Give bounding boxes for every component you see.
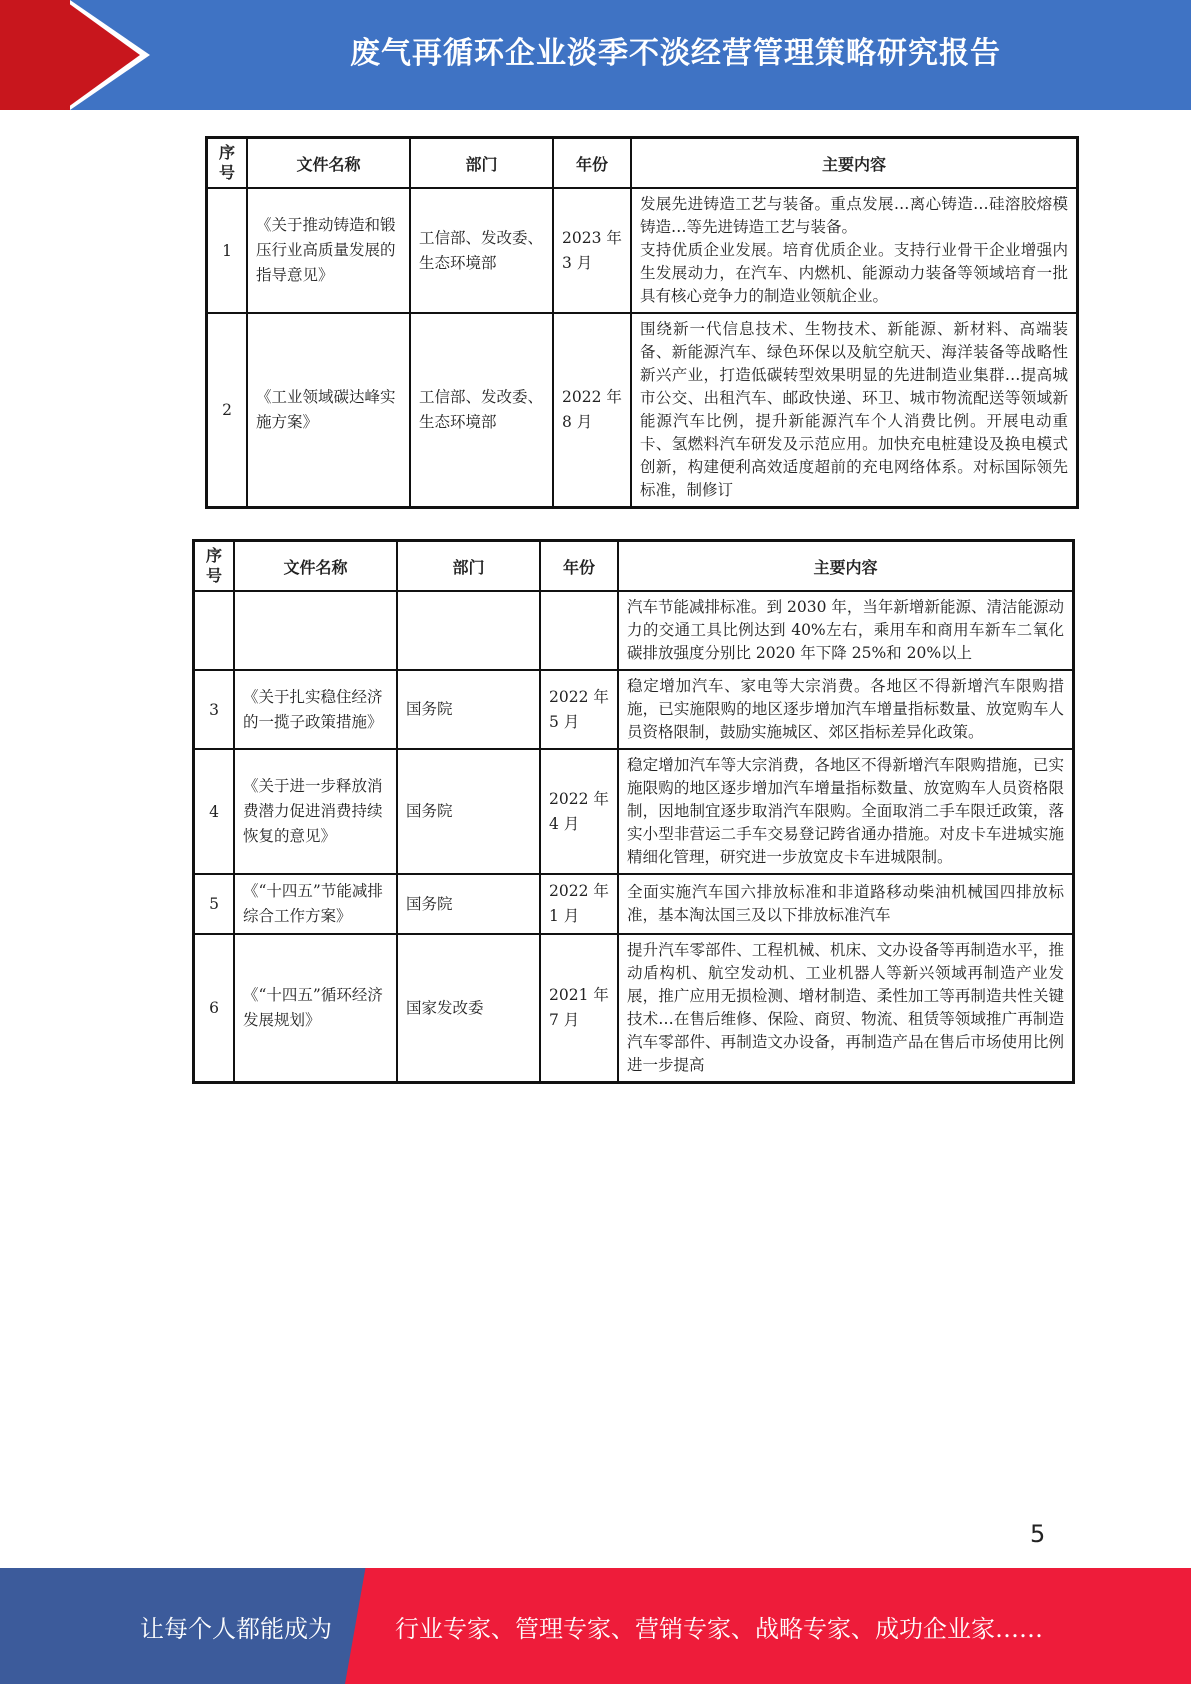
cell-name: 《关于进一步释放消费潜力促进消费持续恢复的意见》 xyxy=(234,749,397,874)
footer-slogan-right: 行业专家、管理专家、营销专家、战略专家、成功企业家…… xyxy=(395,1614,1043,1643)
content-paragraph: 稳定增加汽车等大宗消费，各地区不得新增汽车限购措施，已实施限购的地区逐步增加汽车增量指标数量、放宽购车人员资格限制，因地制宜逐步取消汽车限购。全面取消二手车限迁政策，落实小型非营运二手车交易登记跨省通办措施。对皮卡车进城实施精细化管理，研究进一步放宽皮卡车进城限制。 xyxy=(627,756,1064,866)
cell-name xyxy=(234,591,397,670)
content-paragraph: 汽车节能减排标准。到 2030 年，当年新增新能源、清洁能源动力的交通工具比例达到 40%左右，乘用车和商用车新车二氧化碳排放强度分别比 2020 年下降 25%和 20%以上 xyxy=(627,598,1064,662)
cell-dept: 国务院 xyxy=(397,670,540,749)
header-seq: 序号 xyxy=(194,541,235,592)
cell-dept: 工信部、发改委、生态环境部 xyxy=(410,313,553,508)
header-year: 年份 xyxy=(540,541,618,592)
report-title: 废气再循环企业淡季不淡经营管理策略研究报告 xyxy=(350,36,1001,71)
cell-year xyxy=(540,591,618,670)
cell-seq: 1 xyxy=(207,188,248,313)
content-paragraph: 全面实施汽车国六排放标准和非道路移动柴油机械国四排放标准，基本淘汰国三及以下排放标准汽车 xyxy=(627,883,1064,924)
policy-table-2 xyxy=(192,539,1075,1084)
cell-content xyxy=(618,591,1074,670)
cell-content xyxy=(631,188,1078,313)
cell-seq xyxy=(194,591,235,670)
header-red-block xyxy=(0,0,70,110)
cell-name: 《“十四五”循环经济发展规划》 xyxy=(234,934,397,1083)
cell-seq: 5 xyxy=(194,874,235,934)
page-footer xyxy=(0,1568,1191,1684)
cell-name: 《关于推动铸造和锻压行业高质量发展的指导意见》 xyxy=(247,188,410,313)
cell-year: 2023 年 3 月 xyxy=(553,188,631,313)
cell-seq: 6 xyxy=(194,934,235,1083)
cell-dept xyxy=(397,591,540,670)
cell-dept: 国家发改委 xyxy=(397,934,540,1083)
cell-year: 2022 年 1 月 xyxy=(540,874,618,934)
header-seq: 序号 xyxy=(207,138,248,189)
footer-slogan-left: 让每个人都能成为 xyxy=(140,1614,332,1643)
header-dept: 部门 xyxy=(410,138,553,189)
table-row xyxy=(207,313,1078,508)
header-year: 年份 xyxy=(553,138,631,189)
cell-year: 2022 年 4 月 xyxy=(540,749,618,874)
content-paragraph: 稳定增加汽车、家电等大宗消费。各地区不得新增汽车限购措施，已实施限购的地区逐步增加汽车增量指标数量、放宽购车人员资格限制，鼓励实施城区、郊区指标差异化政策。 xyxy=(627,677,1064,741)
header-content: 主要内容 xyxy=(631,138,1078,189)
cell-dept: 国务院 xyxy=(397,874,540,934)
cell-content xyxy=(618,934,1074,1083)
cell-name: 《工业领域碳达峰实施方案》 xyxy=(247,313,410,508)
table-row xyxy=(194,934,1074,1083)
cell-name: 《“十四五”节能减排综合工作方案》 xyxy=(234,874,397,934)
cell-year: 2022 年 5 月 xyxy=(540,670,618,749)
cell-year: 2021 年 7 月 xyxy=(540,934,618,1083)
cell-seq: 3 xyxy=(194,670,235,749)
content-paragraph: 提升汽车零部件、工程机械、机床、文办设备等再制造水平，推动盾构机、航空发动机、工业机器人等新兴领域再制造产业发展，推广应用无损检测、增材制造、柔性加工等再制造共性关键技术…在售后维修、保险、商贸、物流、租赁等领域推广再制造汽车零部件、再制造文办设备，再制造产品在售后市场使用比例进一步提高 xyxy=(627,941,1064,1074)
cell-content xyxy=(618,749,1074,874)
page-header xyxy=(0,0,1191,110)
header-content: 主要内容 xyxy=(618,541,1074,592)
table-header-row xyxy=(194,541,1074,592)
header-chevron-red xyxy=(64,0,140,110)
table-row xyxy=(194,591,1074,670)
content-paragraph: 支持优质企业发展。培育优质企业。支持行业骨干企业增强内生发展动力，在汽车、内燃机、能源动力装备等领域培育一批具有核心竞争力的制造业领航企业。 xyxy=(640,241,1068,305)
cell-content xyxy=(631,313,1078,508)
page-number: 5 xyxy=(1030,1520,1046,1548)
cell-content xyxy=(618,874,1074,934)
table-header-row xyxy=(207,138,1078,189)
policy-table-1 xyxy=(205,136,1079,509)
cell-dept: 国务院 xyxy=(397,749,540,874)
table-row xyxy=(207,188,1078,313)
content-paragraph: 发展先进铸造工艺与装备。重点发展…离心铸造…硅溶胶熔模铸造…等先进铸造工艺与装备。 xyxy=(640,195,1068,236)
header-name: 文件名称 xyxy=(234,541,397,592)
content-paragraph: 围绕新一代信息技术、生物技术、新能源、新材料、高端装备、新能源汽车、绿色环保以及航空航天、海洋装备等战略性新兴产业，打造低碳转型效果明显的先进制造业集群…提高城市公交、出租汽车、邮政快递、环卫、城市物流配送等领域新能源汽车比例，提升新能源汽车个人消费比例。开展电动重卡、氢燃料汽车研发及示范应用。加快充电桩建设及换电模式创新，构建便利高效适度超前的充电网络体系。对标国际领先标准，制修订 xyxy=(640,320,1068,499)
table-row xyxy=(194,874,1074,934)
table-row xyxy=(194,749,1074,874)
cell-content xyxy=(618,670,1074,749)
cell-name: 《关于扎实稳住经济的一揽子政策措施》 xyxy=(234,670,397,749)
table-row xyxy=(194,670,1074,749)
cell-dept: 工信部、发改委、生态环境部 xyxy=(410,188,553,313)
cell-seq: 2 xyxy=(207,313,248,508)
header-name: 文件名称 xyxy=(247,138,410,189)
cell-seq: 4 xyxy=(194,749,235,874)
cell-year: 2022 年 8 月 xyxy=(553,313,631,508)
header-dept: 部门 xyxy=(397,541,540,592)
